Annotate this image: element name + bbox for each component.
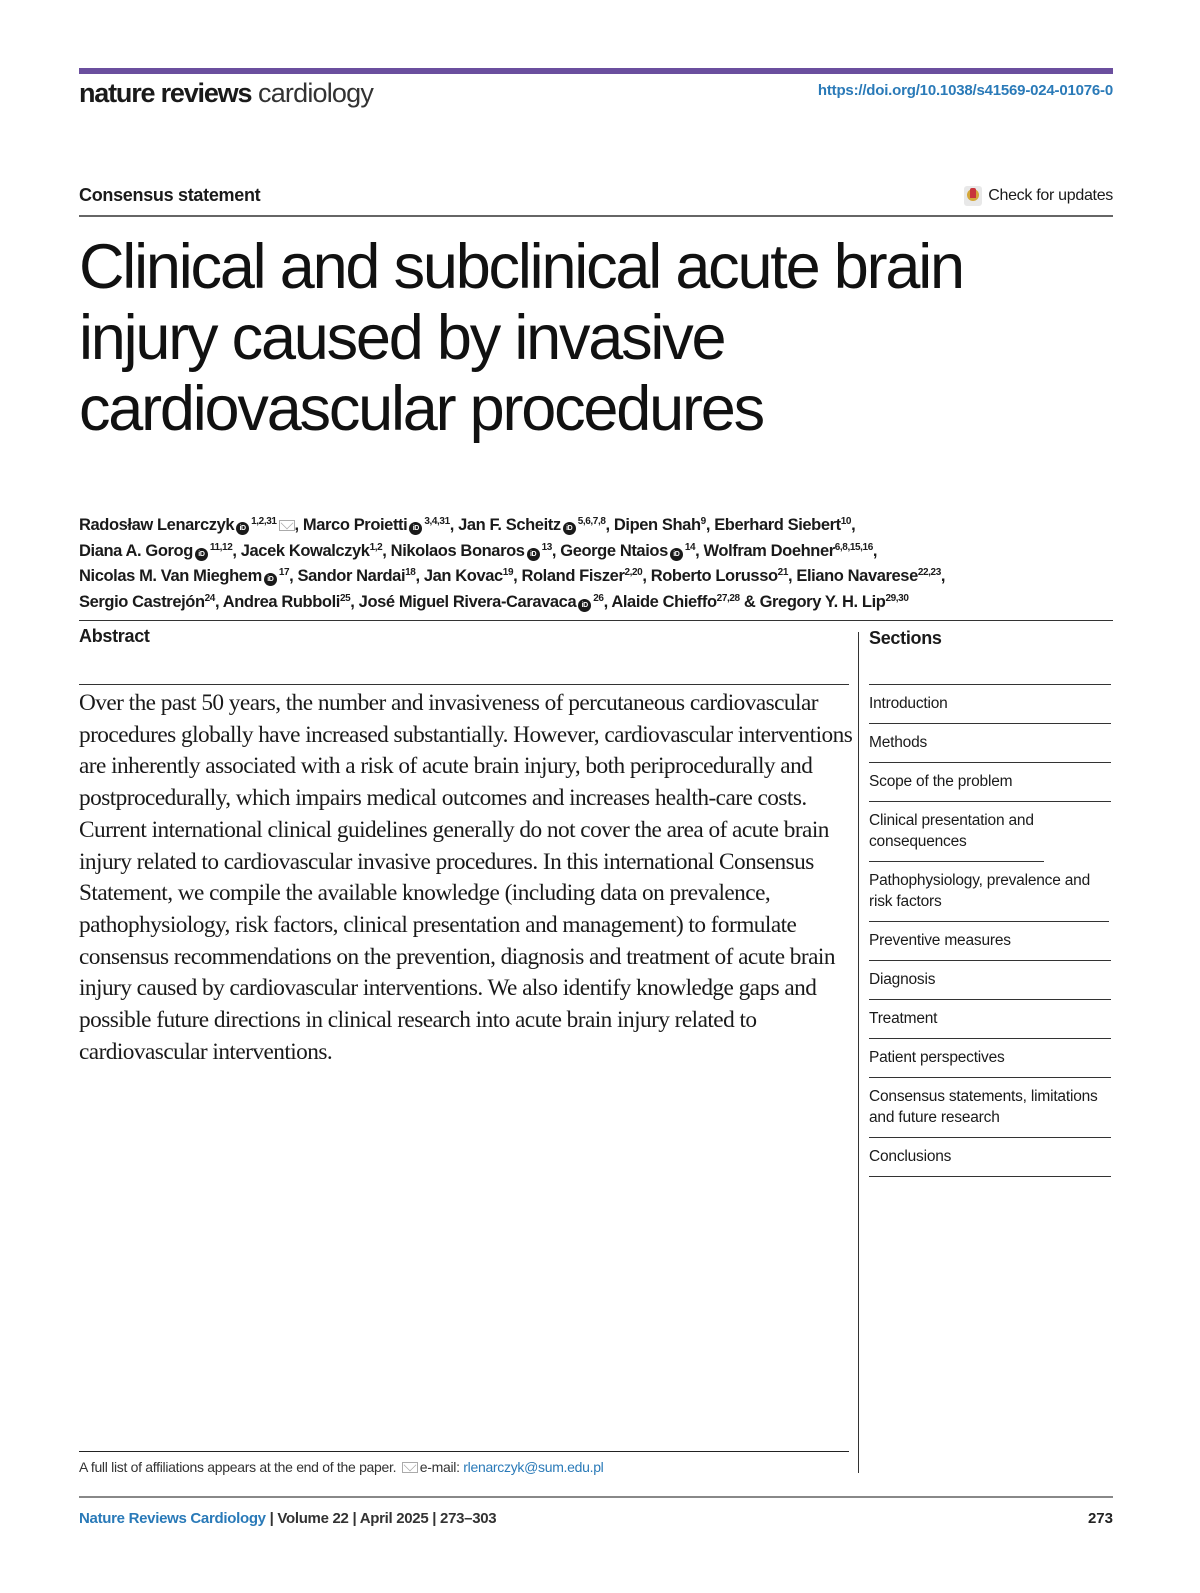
author-name: Roberto Lorusso — [650, 567, 778, 585]
sections-list — [869, 684, 1111, 1177]
footer-journal-link[interactable]: Nature Reviews Cardiology — [79, 1510, 266, 1527]
author-name: Jacek Kowalczyk — [240, 541, 370, 560]
affiliation-numbers: 11,12 — [209, 541, 233, 553]
author-name: Andrea Rubboli — [222, 592, 340, 611]
author[interactable] — [704, 542, 873, 560]
affiliation-numbers: 18 — [405, 567, 416, 578]
authors-divider — [79, 620, 1113, 621]
article-title: Clinical and subclinical acute brain injury caused by invasive cardiovascular procedures — [79, 232, 963, 444]
author-name: Eberhard Siebert — [714, 516, 841, 534]
author-name: Dipen Shah — [613, 516, 701, 534]
author[interactable] — [79, 542, 232, 560]
check-for-updates-button[interactable] — [964, 186, 1113, 206]
author[interactable] — [391, 542, 552, 560]
orcid-icon[interactable]: iD — [670, 548, 683, 561]
affiliation-numbers: 13 — [541, 541, 552, 553]
doi-link[interactable]: https://doi.org/10.1038/s41569-024-01076-0 — [817, 82, 1113, 99]
affiliations-divider — [79, 1451, 849, 1452]
journal-logo-bold: nature reviews — [79, 78, 252, 108]
section-link-conclusions[interactable]: Conclusions — [869, 1138, 1111, 1177]
affiliation-numbers: 27,28 — [716, 592, 740, 604]
corresponding-email-link[interactable]: rlenarczyk@sum.edu.pl — [463, 1459, 604, 1475]
footer-citation: Nature Reviews Cardiology | Volume 22 | April 2025 | 273–303 — [79, 1510, 497, 1527]
affiliation-numbers: 14 — [684, 541, 696, 553]
orcid-icon[interactable]: iD — [409, 522, 422, 535]
author[interactable] — [714, 516, 851, 534]
section-link-preventive-measures[interactable]: Preventive measures — [869, 922, 1111, 961]
footer-pages: 273–303 — [440, 1510, 497, 1527]
footer-volume: Volume 22 — [277, 1510, 349, 1527]
author[interactable] — [79, 593, 215, 611]
affiliation-numbers: 25 — [339, 592, 351, 604]
author-name: Jan F. Scheitz — [458, 516, 561, 534]
affiliation-numbers: 29,30 — [885, 592, 909, 604]
author[interactable] — [560, 542, 695, 560]
journal-logo-light: cardiology — [258, 78, 374, 108]
author[interactable] — [424, 567, 513, 585]
email-label: e-mail: — [419, 1459, 460, 1475]
author[interactable] — [614, 516, 706, 534]
column-divider — [858, 632, 859, 1473]
section-link-introduction[interactable]: Introduction — [869, 685, 1111, 724]
author-name: Alaide Chieffo — [611, 592, 717, 611]
article-type: Consensus statement — [79, 185, 261, 205]
orcid-icon[interactable]: iD — [236, 522, 249, 535]
orcid-icon[interactable]: iD — [578, 599, 591, 612]
author[interactable] — [521, 567, 642, 585]
crossmark-icon — [964, 186, 982, 206]
section-link-clinical-presentation[interactable]: Clinical presentation and consequences — [869, 802, 1044, 862]
affiliation-numbers: 21 — [777, 567, 788, 578]
affiliation-numbers: 1,2 — [369, 541, 383, 553]
affiliation-numbers: 19 — [502, 567, 514, 578]
affiliations-text: A full list of affiliations appears at the end of the paper. — [79, 1459, 397, 1475]
affiliation-numbers: 24 — [204, 592, 215, 604]
affiliations-note — [79, 1459, 604, 1475]
affiliation-numbers: 26 — [593, 592, 604, 604]
sections-heading: Sections — [869, 628, 942, 648]
affiliation-numbers: 9 — [700, 516, 706, 527]
section-link-methods[interactable]: Methods — [869, 724, 1111, 763]
affiliation-numbers: 2,20 — [624, 567, 643, 578]
author-name: Sandor Nardai — [297, 567, 406, 585]
envelope-icon — [402, 1462, 418, 1473]
author[interactable] — [458, 516, 605, 534]
author-name: Eliano Navarese — [796, 567, 918, 585]
author-name: Sergio Castrejón — [79, 592, 205, 611]
section-link-patient-perspectives[interactable]: Patient perspectives — [869, 1039, 1111, 1078]
author[interactable] — [223, 593, 351, 611]
author-name: Roland Fiszer — [521, 567, 625, 585]
orcid-icon[interactable]: iD — [563, 522, 576, 535]
author[interactable] — [651, 567, 788, 585]
check-updates-label: Check for updates — [988, 187, 1113, 204]
journal-logo[interactable] — [79, 78, 373, 109]
affiliation-numbers: 6,8,15,16 — [834, 541, 873, 553]
author-name: Radosław Lenarczyk — [79, 516, 235, 534]
author-name: Nicolas M. Van Mieghem — [79, 567, 262, 585]
affiliation-numbers: 22,23 — [917, 567, 941, 578]
orcid-icon[interactable]: iD — [264, 573, 277, 586]
section-link-diagnosis[interactable]: Diagnosis — [869, 961, 1111, 1000]
author[interactable] — [611, 593, 739, 611]
author-name: José Miguel Rivera-Caravaca — [358, 592, 577, 611]
author[interactable] — [79, 516, 295, 534]
author[interactable] — [359, 593, 604, 611]
section-link-consensus-statements[interactable]: Consensus statements, limitations and future research — [869, 1078, 1111, 1138]
author-name: Nikolaos Bonaros — [390, 541, 525, 560]
affiliation-numbers: 17 — [278, 567, 290, 578]
section-link-scope[interactable]: Scope of the problem — [869, 763, 1111, 802]
journal-accent-bar — [79, 68, 1113, 74]
author[interactable] — [796, 567, 941, 585]
orcid-icon[interactable]: iD — [527, 548, 540, 561]
author[interactable] — [241, 542, 383, 560]
affiliation-numbers: 3,4,31 — [424, 516, 450, 527]
abstract-text: Over the past 50 years, the number and invasiveness of percutaneous cardiovascular procedures globally have increased substantially. However, cardiovascular interventions are inherently associated with a risk of acute brain injury, both periprocedurally and postprocedurally, which impairs medical outcomes and increases health-care costs. Current international clinical guidelines generally do not cover the area of acute brain injury related to cardiovascular invasive procedures. In this international Consensus Statement, we compile the available knowledge (including data on prevalence, pathophysiology, risk factors, clinical presentation and management) to formulate consensus recommendations on the prevention, diagnosis and treatment of acute brain injury caused by cardiovascular interventions. We also identify knowledge gaps and possible future directions in clinical research into acute brain injury related to cardiovascular interventions. — [79, 690, 853, 1065]
author[interactable] — [303, 516, 450, 534]
abstract-divider — [79, 684, 849, 685]
author-list: Radosław Lenarczyk iD$^{1,2,31}$ , Marco Proietti iD$^{3,4,31}$, Jan F. Scheitz iD$^{5,6,7,8}$, Dipen Shah$^9$, Eberhard Siebert$^{10}$, Diana A. Gorog iD$^{11,12}$, Jacek Kowalczyk$^{1,2}$, Nikolaos Bonaros $iD^{13}$, George Ntaios $iD^{14}$, Wolfram Doehner$^{6,8,15,16}$, Nicolas M. Van Mieghem $iD^{17}$, Sandor Nardai$^{18}$, Jan Kovac$^{19}$, Roland Fiszer$^{2,20}$, Roberto Lorusso$^{21}$, Eliano Navarese$^{22,23}$, Sergio Castrejón$^{24}$, Andrea Rubboli$^{25}$, José Miguel Rivera-Caravaca $iD^{26}$, Alaide Chieffo$^{27,28}$ & Gregory Y. H. Lip$^{29,30}$ — [79, 516, 946, 611]
affiliation-numbers: 1,2,31 — [251, 516, 277, 527]
section-link-pathophysiology[interactable]: Pathophysiology, prevalence and risk factors — [869, 862, 1109, 922]
author-name: Gregory Y. H. Lip — [759, 592, 886, 611]
section-link-treatment[interactable]: Treatment — [869, 1000, 1111, 1039]
envelope-icon[interactable] — [279, 520, 295, 531]
orcid-icon[interactable]: iD — [195, 548, 208, 561]
affiliation-numbers: 10 — [840, 516, 852, 527]
author[interactable] — [760, 593, 909, 611]
author[interactable] — [79, 567, 289, 585]
footer-divider — [79, 1496, 1113, 1498]
author-name: Wolfram Doehner — [703, 541, 835, 560]
author-name: Jan Kovac — [423, 567, 503, 585]
page-number: 273 — [1087, 1510, 1113, 1527]
author-name: Marco Proietti — [302, 516, 408, 534]
author-name: Diana A. Gorog — [79, 541, 193, 560]
author-name: George Ntaios — [560, 541, 668, 560]
header-divider — [79, 215, 1113, 217]
author[interactable] — [298, 567, 416, 585]
affiliation-numbers: 5,6,7,8 — [577, 516, 606, 527]
abstract-heading: Abstract — [79, 626, 150, 646]
footer-date: April 2025 — [359, 1510, 429, 1527]
